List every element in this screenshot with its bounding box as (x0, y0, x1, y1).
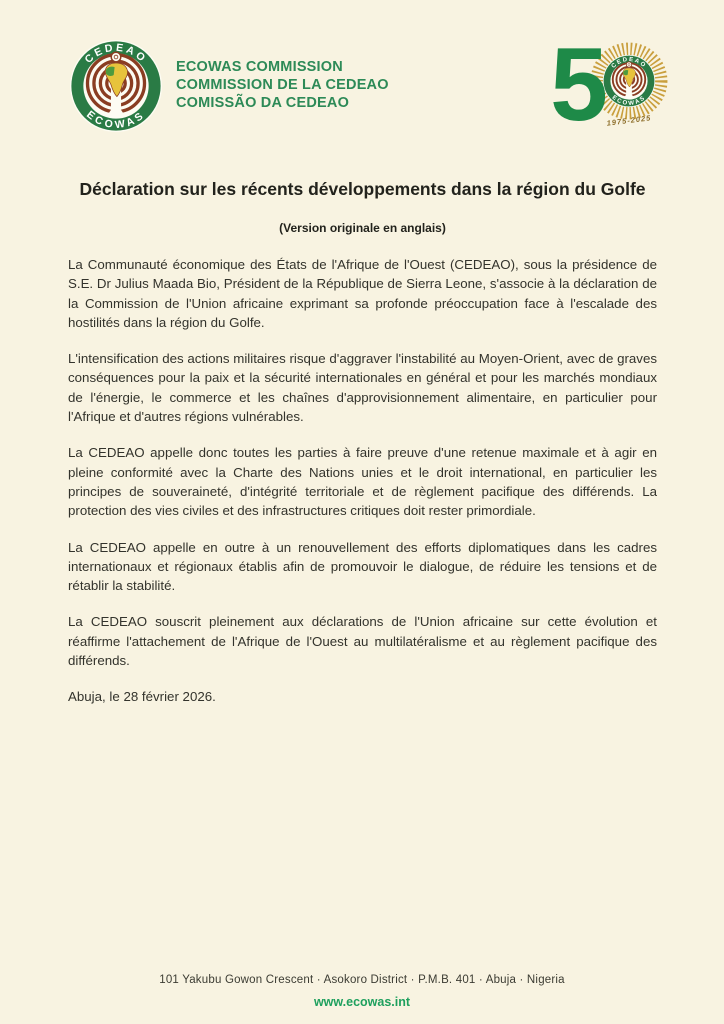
declaration-body (68, 178, 657, 707)
paragraph-4: La CEDEAO appelle en outre à un renouvellement des efforts diplomatiques dans les cadres internationaux et régionaux établis afin de promouvoir le dialogue, de réduire les tensions et de rétablir la stabilité. (68, 539, 657, 594)
page-footer (0, 974, 724, 1011)
org-name-french: COMMISSION DE LA CEDEAO (176, 77, 389, 93)
anniversary-years: 1975-2025 (606, 113, 652, 128)
org-name-english: ECOWAS COMMISSION (176, 59, 343, 75)
ecowas-logo-icon (70, 40, 162, 132)
org-name-block (176, 58, 389, 112)
paragraph-2: L'intensification des actions militaires risque d'aggraver l'instabilité au Moyen-Orient, avec de graves conséquences pour la paix et la sécurité internationales en général et pour les marchés mondiaux de l'énergie, le commerce et les chaînes d'approvisionnement alimentaire, en particulier pour l'Afrique et d'autres régions vulnérables. (68, 351, 657, 425)
paragraph-block (68, 255, 657, 670)
anniversary-numeral-5: 5 (550, 26, 604, 143)
paragraph-3: La CEDEAO appelle donc toutes les parties à faire preuve d'une retenue maximale et à agir en pleine conformité avec la Charte des Nations unies et le droit international, en particulier les principes de souveraineté, d'intégrité territoriale et de règlement pacifique des différends. La protection des vies civiles et des infrastructures critiques doit rester primordiale. (68, 445, 657, 519)
document-subtitle: (Version originale en anglais) (279, 221, 446, 235)
footer-website-link[interactable]: www.ecowas.int (313, 995, 411, 1009)
anniversary-50-logo (550, 26, 668, 143)
dateline: Abuja, le 28 février 2026. (68, 689, 216, 705)
org-name-portuguese: COMISSÃO DA CEDEAO (176, 95, 350, 111)
letterhead (0, 0, 724, 143)
document-title: Déclaration sur les récents développements dans la région du Golfe (79, 179, 646, 199)
paragraph-1: La Communauté économique des États de l'Afrique de l'Ouest (CEDEAO), sous la présidence de S.E. Dr Julius Maada Bio, Président de la République de Sierra Leone, s'associe à la déclaration de la Commission de l'Union africaine exprimant sa profonde préoccupation face à l'escalade des hostilités dans la région du Golfe. (68, 257, 657, 330)
paragraph-5: La CEDEAO souscrit pleinement aux déclarations de l'Union africaine sur cette évolution et réaffirme l'attachement de l'Afrique de l'Ouest au multilatéralisme et au règlement pacifique des différends. (68, 614, 657, 669)
ecowas-emblem-icon (70, 40, 162, 132)
footer-address: 101 Yakubu Gowon Crescent · Asokoro District · P.M.B. 401 · Abuja · Nigeria (159, 974, 565, 986)
